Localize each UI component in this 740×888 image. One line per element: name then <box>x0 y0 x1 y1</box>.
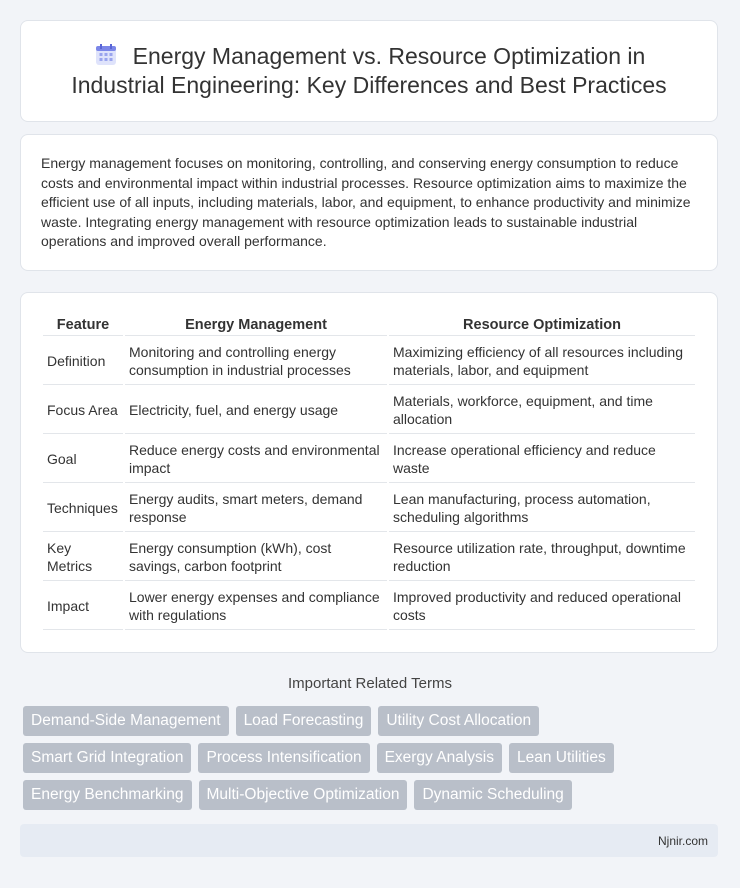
feature-cell: Key Metrics <box>43 532 123 581</box>
related-term-tag[interactable]: Load Forecasting <box>236 706 372 736</box>
related-term-tag[interactable]: Utility Cost Allocation <box>378 706 539 736</box>
footer <box>20 824 718 857</box>
resource-optimization-cell: Materials, workforce, equipment, and time allocation <box>389 385 695 434</box>
comparison-table <box>41 311 697 630</box>
resource-optimization-cell: Lean manufacturing, process automation, scheduling algorithms <box>389 483 695 532</box>
related-term-tag[interactable]: Lean Utilities <box>509 743 614 773</box>
energy-management-cell: Energy audits, smart meters, demand response <box>125 483 387 532</box>
related-term-tag[interactable]: Exergy Analysis <box>377 743 502 773</box>
resource-optimization-cell: Resource utilization rate, throughput, downtime reduction <box>389 532 695 581</box>
related-term-tag[interactable]: Dynamic Scheduling <box>414 780 571 810</box>
intro-paragraph: Energy management focuses on monitoring, controlling, and conserving energy consumption to reduce costs and environmental impact within industrial processes. Resource optimization aims to maximize the efficient use of all inputs, including materials, labor, and equipment, to enhance productivity and minimize waste. Integrating energy management with resource optimization leads to sustainable industrial operations and improved overall performance. <box>41 155 691 250</box>
related-term-tag[interactable]: Demand-Side Management <box>23 706 229 736</box>
feature-cell: Impact <box>43 581 123 630</box>
feature-cell: Focus Area <box>43 385 123 434</box>
table-row <box>43 434 695 483</box>
title-card <box>20 20 718 122</box>
tag-row <box>23 743 723 773</box>
resource-optimization-cell: Increase operational efficiency and reduce waste <box>389 434 695 483</box>
resource-optimization-cell: Improved productivity and reduced operational costs <box>389 581 695 630</box>
feature-cell: Techniques <box>43 483 123 532</box>
resource-optimization-cell: Maximizing efficiency of all resources including materials, labor, and equipment <box>389 336 695 385</box>
related-term-tag[interactable]: Energy Benchmarking <box>23 780 192 810</box>
page-title <box>51 42 687 100</box>
intro-card <box>20 134 718 271</box>
energy-management-cell: Monitoring and controlling energy consumption in industrial processes <box>125 336 387 385</box>
tag-row <box>23 706 723 736</box>
column-header: Feature <box>43 311 123 336</box>
table-row <box>43 483 695 532</box>
table-row <box>43 336 695 385</box>
table-row <box>43 385 695 434</box>
table-row <box>43 532 695 581</box>
page-title-text: Energy Management vs. Resource Optimization in Industrial Engineering: Key Differences and Best Practices <box>71 43 667 98</box>
energy-management-cell: Reduce energy costs and environmental impact <box>125 434 387 483</box>
table-row <box>43 581 695 630</box>
calendar-icon <box>93 42 119 68</box>
footer-site[interactable]: Njnir.com <box>657 833 708 848</box>
related-terms-heading: Important Related Terms <box>288 675 452 692</box>
column-header: Energy Management <box>125 311 387 336</box>
related-term-tag[interactable]: Smart Grid Integration <box>23 743 191 773</box>
table-header-row <box>43 311 695 336</box>
energy-management-cell: Lower energy expenses and compliance with regulations <box>125 581 387 630</box>
energy-management-cell: Electricity, fuel, and energy usage <box>125 385 387 434</box>
energy-management-cell: Energy consumption (kWh), cost savings, carbon footprint <box>125 532 387 581</box>
comparison-card <box>20 292 718 653</box>
feature-cell: Goal <box>43 434 123 483</box>
related-term-tag[interactable]: Process Intensification <box>198 743 369 773</box>
related-terms <box>23 706 723 817</box>
tag-row <box>23 780 723 810</box>
feature-cell: Definition <box>43 336 123 385</box>
related-term-tag[interactable]: Multi-Objective Optimization <box>199 780 408 810</box>
column-header: Resource Optimization <box>389 311 695 336</box>
